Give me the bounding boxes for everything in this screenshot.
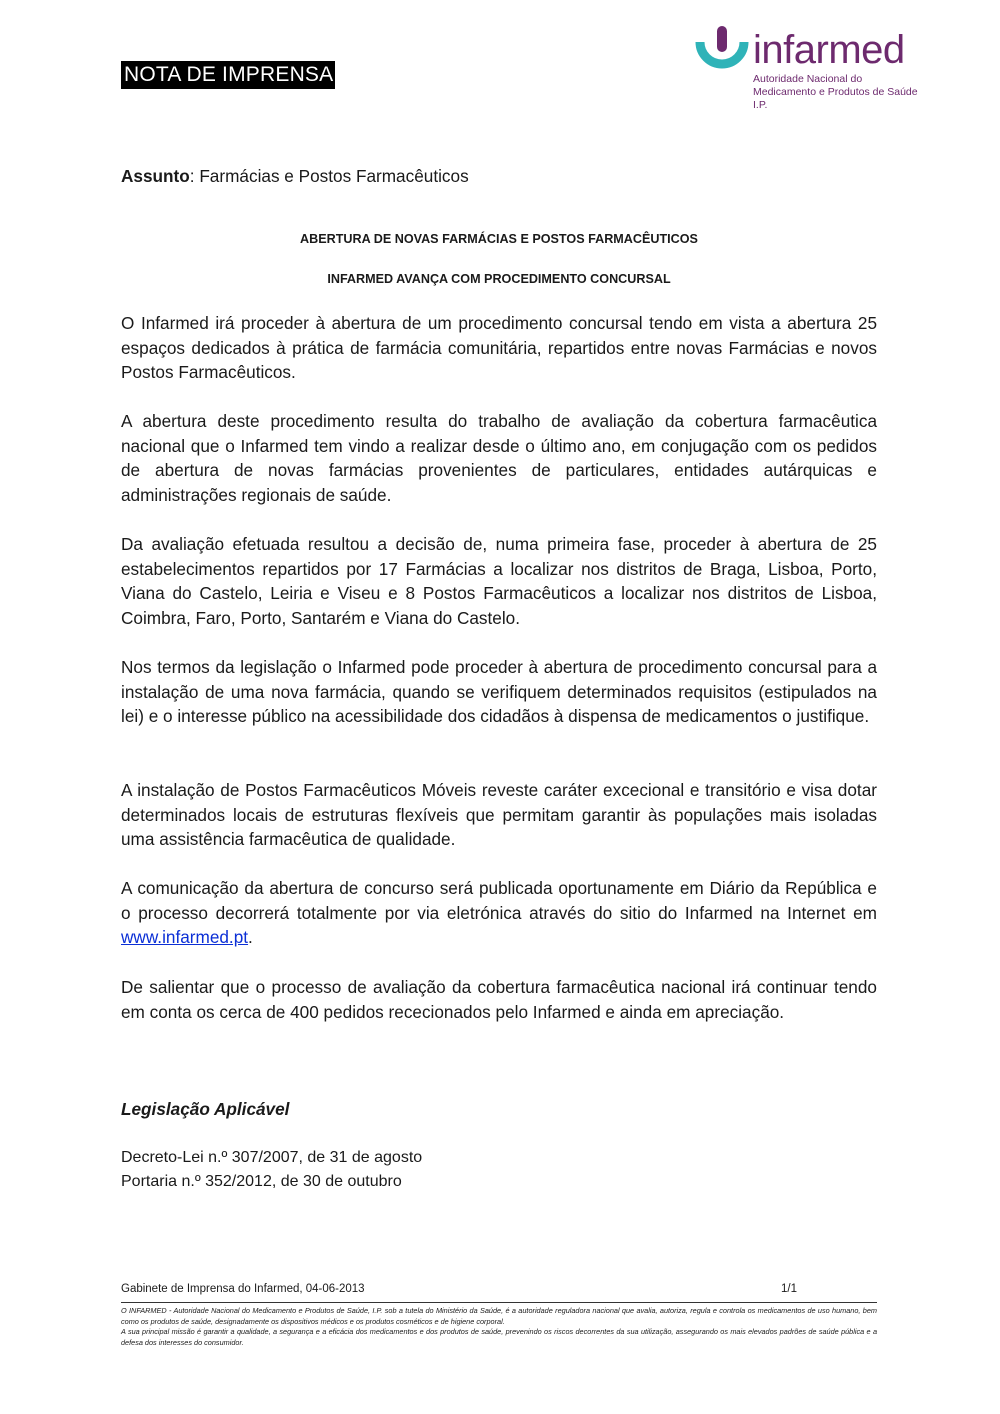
logo-tagline: Autoridade Nacional do Medicamento e Produtos de Saúde I.P. [753,73,918,111]
disclaimer-line-2: A sua principal missão é garantir a qualidade, a segurança e a eficácia dos medicamentos e dos produtos de saúde, prevenindo os riscos decorrentes da sua utilização, assegurando os mais elevados padrões de saúde pública e a defesa dos interesses do consumidor. [121,1327,877,1347]
legislation-title: Legislação Aplicável [121,1099,290,1119]
main-heading: ABERTURA DE NOVAS FARMÁCIAS E POSTOS FARMACÊUTICOS [300,232,698,246]
logo-wordmark: infarmed [753,28,905,72]
subject-separator: : [189,166,200,186]
paragraph-3: Da avaliação efetuada resultou a decisão de, numa primeira fase, proceder à abertura de 25 estabelecimentos repartidos por 17 Farmácias a localizar nos distritos de Braga, Lisboa, Porto, Viana do Castelo, Leiria e Viseu e 8 Postos Farmacêuticos a localizar nos distritos de Lisboa, Coimbra, Faro, Porto, Santarém e Viana do Castelo. [121,534,877,628]
subject-line [121,164,877,189]
paragraph-4: Nos termos da legislação o Infarmed pode proceder à abertura de procedimento concursal para a instalação de uma nova farmácia, quando se verifiquem determinados requisitos (estipulados na lei) e o interesse público na acessibilidade dos cidadãos à dispensa de medicamentos o justifique. [121,657,877,726]
legislation-item: Decreto-Lei n.º 307/2007, de 31 de agosto [121,1149,423,1166]
infarmed-logo [694,24,924,111]
footer-disclaimer [121,1306,877,1348]
paragraph-1: O Infarmed irá proceder à abertura de um procedimento concursal tendo em vista a abertura 25 espaços dedicados à prática de farmácia comunitária, repartidos entre novas Farmácias e novos Postos Farmacêuticos. [121,313,877,382]
footer-divider [121,1302,877,1303]
legislation-item: Portaria n.º 352/2012, de 30 de outubro [121,1172,402,1190]
paragraph-6 [121,876,877,950]
footer-page-number: 1/1 [781,1283,797,1295]
infarmed-website-link[interactable]: www.infarmed.pt [121,927,249,947]
paragraph-5: A instalação de Postos Farmacêuticos Móveis reveste caráter excecional e transitório e visa dotar determinados locais de estruturas flexíveis que permitam garantir às populações mais isoladas uma assistência farmacêutica de qualidade. [121,780,877,849]
sub-heading: INFARMED AVANÇA COM PROCEDIMENTO CONCURSAL [327,272,671,286]
infarmed-logo-mark-icon [694,24,750,80]
subject-label: Assunto [121,166,190,186]
paragraph-6-text: A comunicação da abertura de concurso será publicada oportunamente em Diário da República e o processo decorrerá totalmente por via eletrónica através do sitio do Infarmed na Internet em [121,878,877,923]
paragraph-7: De salientar que o processo de avaliação da cobertura farmacêutica nacional irá continuar tendo em conta os cerca de 400 pedidos rececionados pelo Infarmed e ainda em apreciação. [121,977,877,1022]
paragraph-6-end: . [248,927,253,947]
legislation-list [121,1146,422,1193]
disclaimer-line-1: O INFARMED - Autoridade Nacional do Medicamento e Produtos de Saúde, I.P. sob a tutela do Ministério da Saúde, é a autoridade reguladora nacional que avalia, autoriza, regula e controla os medicamentos de uso humano, bem como os produtos de saúde, designadamente os dispositivos médicos e os produtos cosméticos e de higiene corporal. [121,1306,877,1326]
paragraph-2: A abertura deste procedimento resulta do trabalho de avaliação da cobertura farmacêutica nacional que o Infarmed tem vindo a realizar desde o último ano, em conjugação com os pedidos de abertura de novas farmácias provenientes de particulares, entidades autárquicas e administrações regionais de saúde. [121,411,877,505]
subject-value: Farmácias e Postos Farmacêuticos [199,166,469,186]
press-release-label: NOTA DE IMPRENSA [121,61,335,89]
footer-office: Gabinete de Imprensa do Infarmed, 04-06-2013 [121,1283,365,1295]
